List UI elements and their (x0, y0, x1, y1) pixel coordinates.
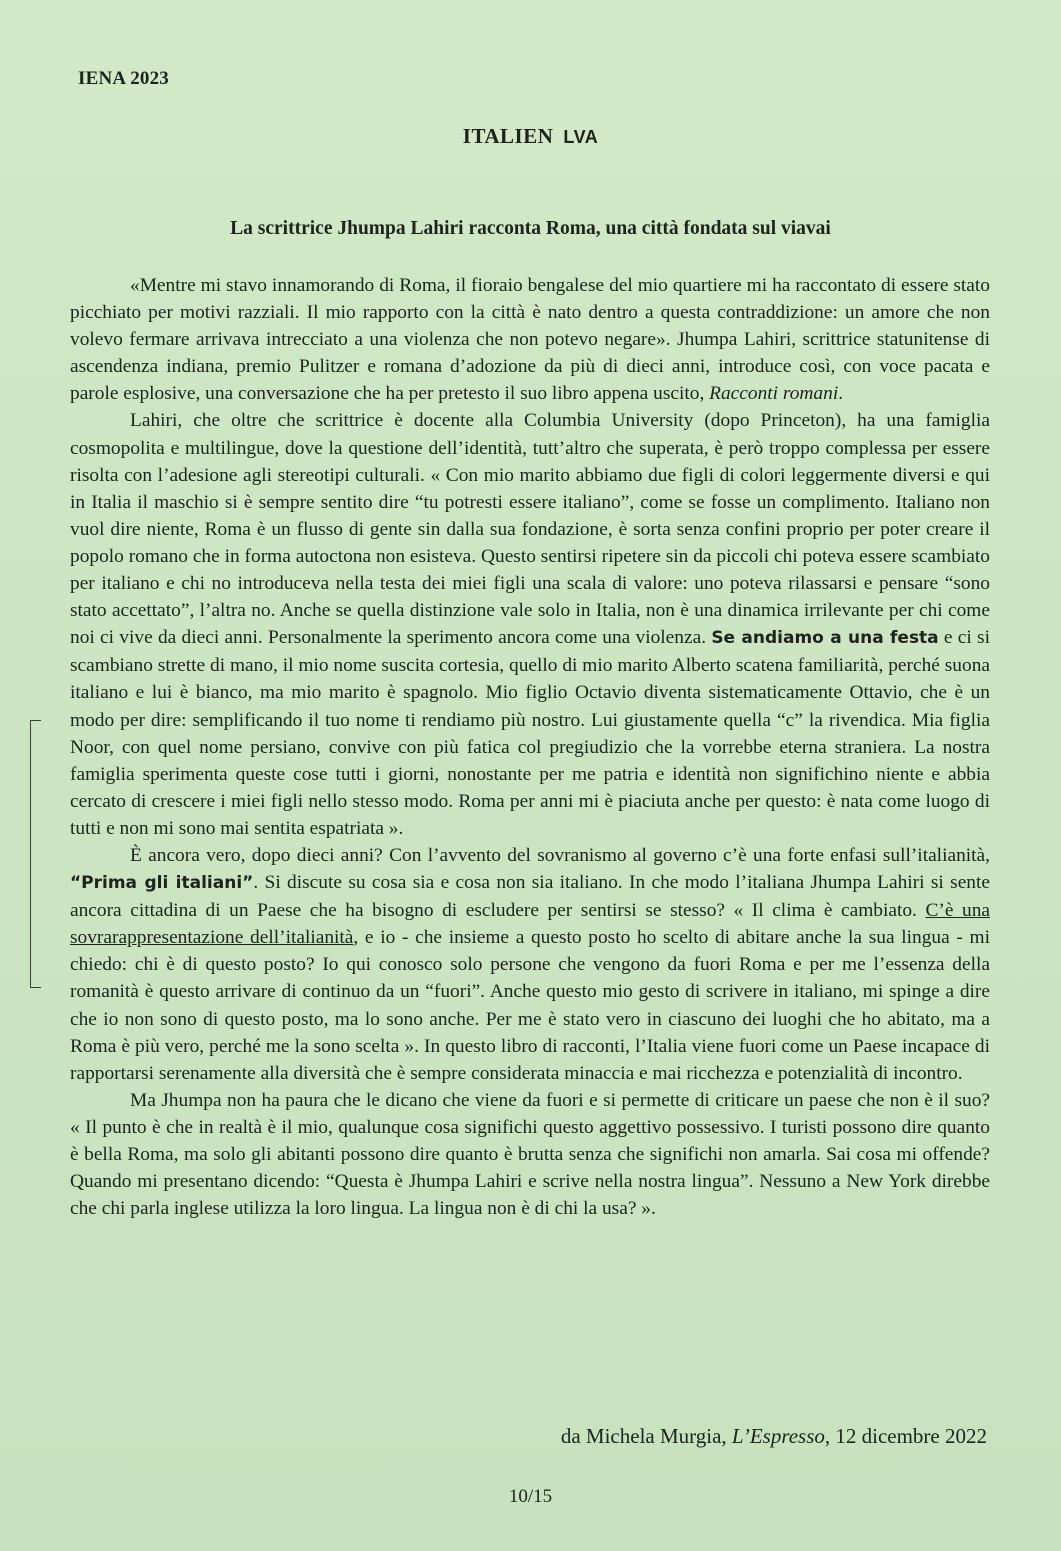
article-headline: La scrittrice Jhumpa Lahiri racconta Roma, una città fondata sul viavai (230, 218, 831, 239)
paragraph-3-text-a: È ancora vero, dopo dieci anni? Con l’avvento del sovranismo al governo c’è una forte enfasi sull’italianità, (130, 844, 990, 866)
paragraph-3 (70, 842, 990, 1087)
exam-header: IENA 2023 (78, 68, 170, 89)
article-source (561, 1424, 987, 1449)
article-body (70, 272, 990, 1222)
page-number: 10/15 (508, 1486, 553, 1507)
page-title (0, 124, 1061, 149)
underlined-phrase: C’è una sovrarappresentazione dell’italianità (70, 900, 990, 949)
paragraph-2-text-b: e ci si scambiano strette di mano, il mio nome suscita cortesia, quello di mio marito Alberto scatena familiarità, perché suona italiano e lui è bianco, ma mio marito è spagnolo. Mio figlio Octavio diventa sistematicamente Ottavio, che è un modo per dire: semplificando il tuo nome ti rendiamo più nostro. Lui giustamente quella “c” la rivendica. Mia figlia Noor, con quel nome persiano, convive con più fatica col pregiudizio che la vorrebbe eterna straniera. La nostra famiglia sperimenta queste cose tutti i giorni, nonostante per me patria e identità non significhino niente e abbia cercato di crescere i miei figli nello stesso modo. Roma per anni mi è piaciuta anche per questo: è nata come luogo di tutti e non mi sono mai sentita espatriata ». (70, 627, 990, 839)
source-author: da Michela Murgia, (560, 1424, 732, 1448)
paragraph-4 (70, 1087, 990, 1222)
highlighted-phrase-prima: “Prima gli italiani” (70, 873, 254, 894)
paragraph-3-text-c: , e io - che insieme a questo posto ho scelto di abitare anche la sua lingua - mi chiedo: chi è di questo posto? Io qui conosco solo persone che vengono da fuori Roma e per me l’essenza della romanità è questo arrivare di continuo da un “fuori”. Anche questo mio gesto di scrivere in italiano, mi spinge a dire che io non sono di questo posto, ma lo sono anche. Per me è stato vero in ciascuno dei luoghi che ho abitato, ma a Roma è più vero, perché me la sono scelta ». In questo libro di racconti, l’Italia viene fuori come un Paese incapace di rapportarsi serenamente alla diversità che è sempre considerata minaccia e mai ricchezza e potenzialità di incontro. (70, 927, 990, 1084)
level-label: LVA (563, 127, 599, 147)
subject-label: ITALIEN (462, 124, 554, 148)
paragraph-2-text-a: Lahiri, che oltre che scrittrice è docente alla Columbia University (dopo Princeton), ha una famiglia cosmopolita e multilingue, dove la questione dell’identità, tutt’altro che superata, è però troppo complessa per essere risolta con l’adesione agli stereotipi culturali. « Con mio marito abbiamo due figli di colori leggermente diversi e qui in Italia il maschio si è sempre sentito dire “tu potresti essere italiano”, come se fosse un complimento. Italiano non vuol dire niente, Roma è un flusso di gente sin dalla sua fondazione, è sorta senza confini proprio per poter creare il popolo romano che in forma autoctona non esisteva. Questo sentirsi ripetere sin da piccoli chi poteva essere scambiato per italiano e chi no introduceva nella testa dei miei figli una scala di valore: uno poteva rilassarsi e pensare “sono stato accettato”, l’altra no. Anche se quella distinzione vale solo in Italia, non è una dinamica irrilevante per chi come noi ci vive da dieci anni. Personalmente la sperimento ancora come una violenza. (70, 410, 990, 649)
paragraph-1 (70, 272, 990, 407)
paragraph-4-text: Ma Jhumpa non ha paura che le dicano che viene da fuori e si permette di criticare un paese che non è il suo? « Il punto è che in realtà è il mio, qualunque cosa significhi questo aggettivo possessivo. I turisti possono dire quanto è bella Roma, ma solo gli abitanti possono dire quanto è brutta senza che significhi non amarla. Sai cosa mi offende? Quando mi presentano dicendo: “Questa è Jhumpa Lahiri e scrive nella nostra lingua”. Nessuno a New York direbbe che chi parla inglese utilizza la loro lingua. La lingua non è di chi la usa? ». (70, 1089, 990, 1220)
paragraph-1-text: «Mentre mi stavo innamorando di Roma, il fioraio bengalese del mio quartiere mi ha raccontato di essere stato picchiato per motivi razziali. Il mio rapporto con la città è nato dentro a questa contraddizione: un amore che non volevo fermare arrivava intrecciato a una violenza che non potevo negare». Jhumpa Lahiri, scrittrice statunitense di ascendenza indiana, premio Pulitzer e romana d’adozione da più di dieci anni, introduce così, con voce pacata e parole esplosive, una conversazione che ha per pretesto il suo libro appena uscito, (70, 275, 990, 405)
paragraph-1-end: . (838, 383, 844, 405)
margin-bracket (30, 720, 41, 988)
source-publication: L’Espresso (731, 1424, 825, 1448)
source-date: , 12 dicembre 2022 (824, 1424, 987, 1448)
paragraph-3-text-b: . Si discute su cosa sia e cosa non sia italiano. In che modo l’italiana Jhumpa Lahiri si sente ancora cittadina di un Paese che ha bisogno di escludere per sentirsi se stesso? « Il clima è cambiato. (70, 872, 990, 922)
highlighted-phrase-festa: Se andiamo a una festa (711, 628, 939, 649)
book-title: Racconti romani (709, 383, 839, 405)
paragraph-2 (70, 407, 990, 842)
